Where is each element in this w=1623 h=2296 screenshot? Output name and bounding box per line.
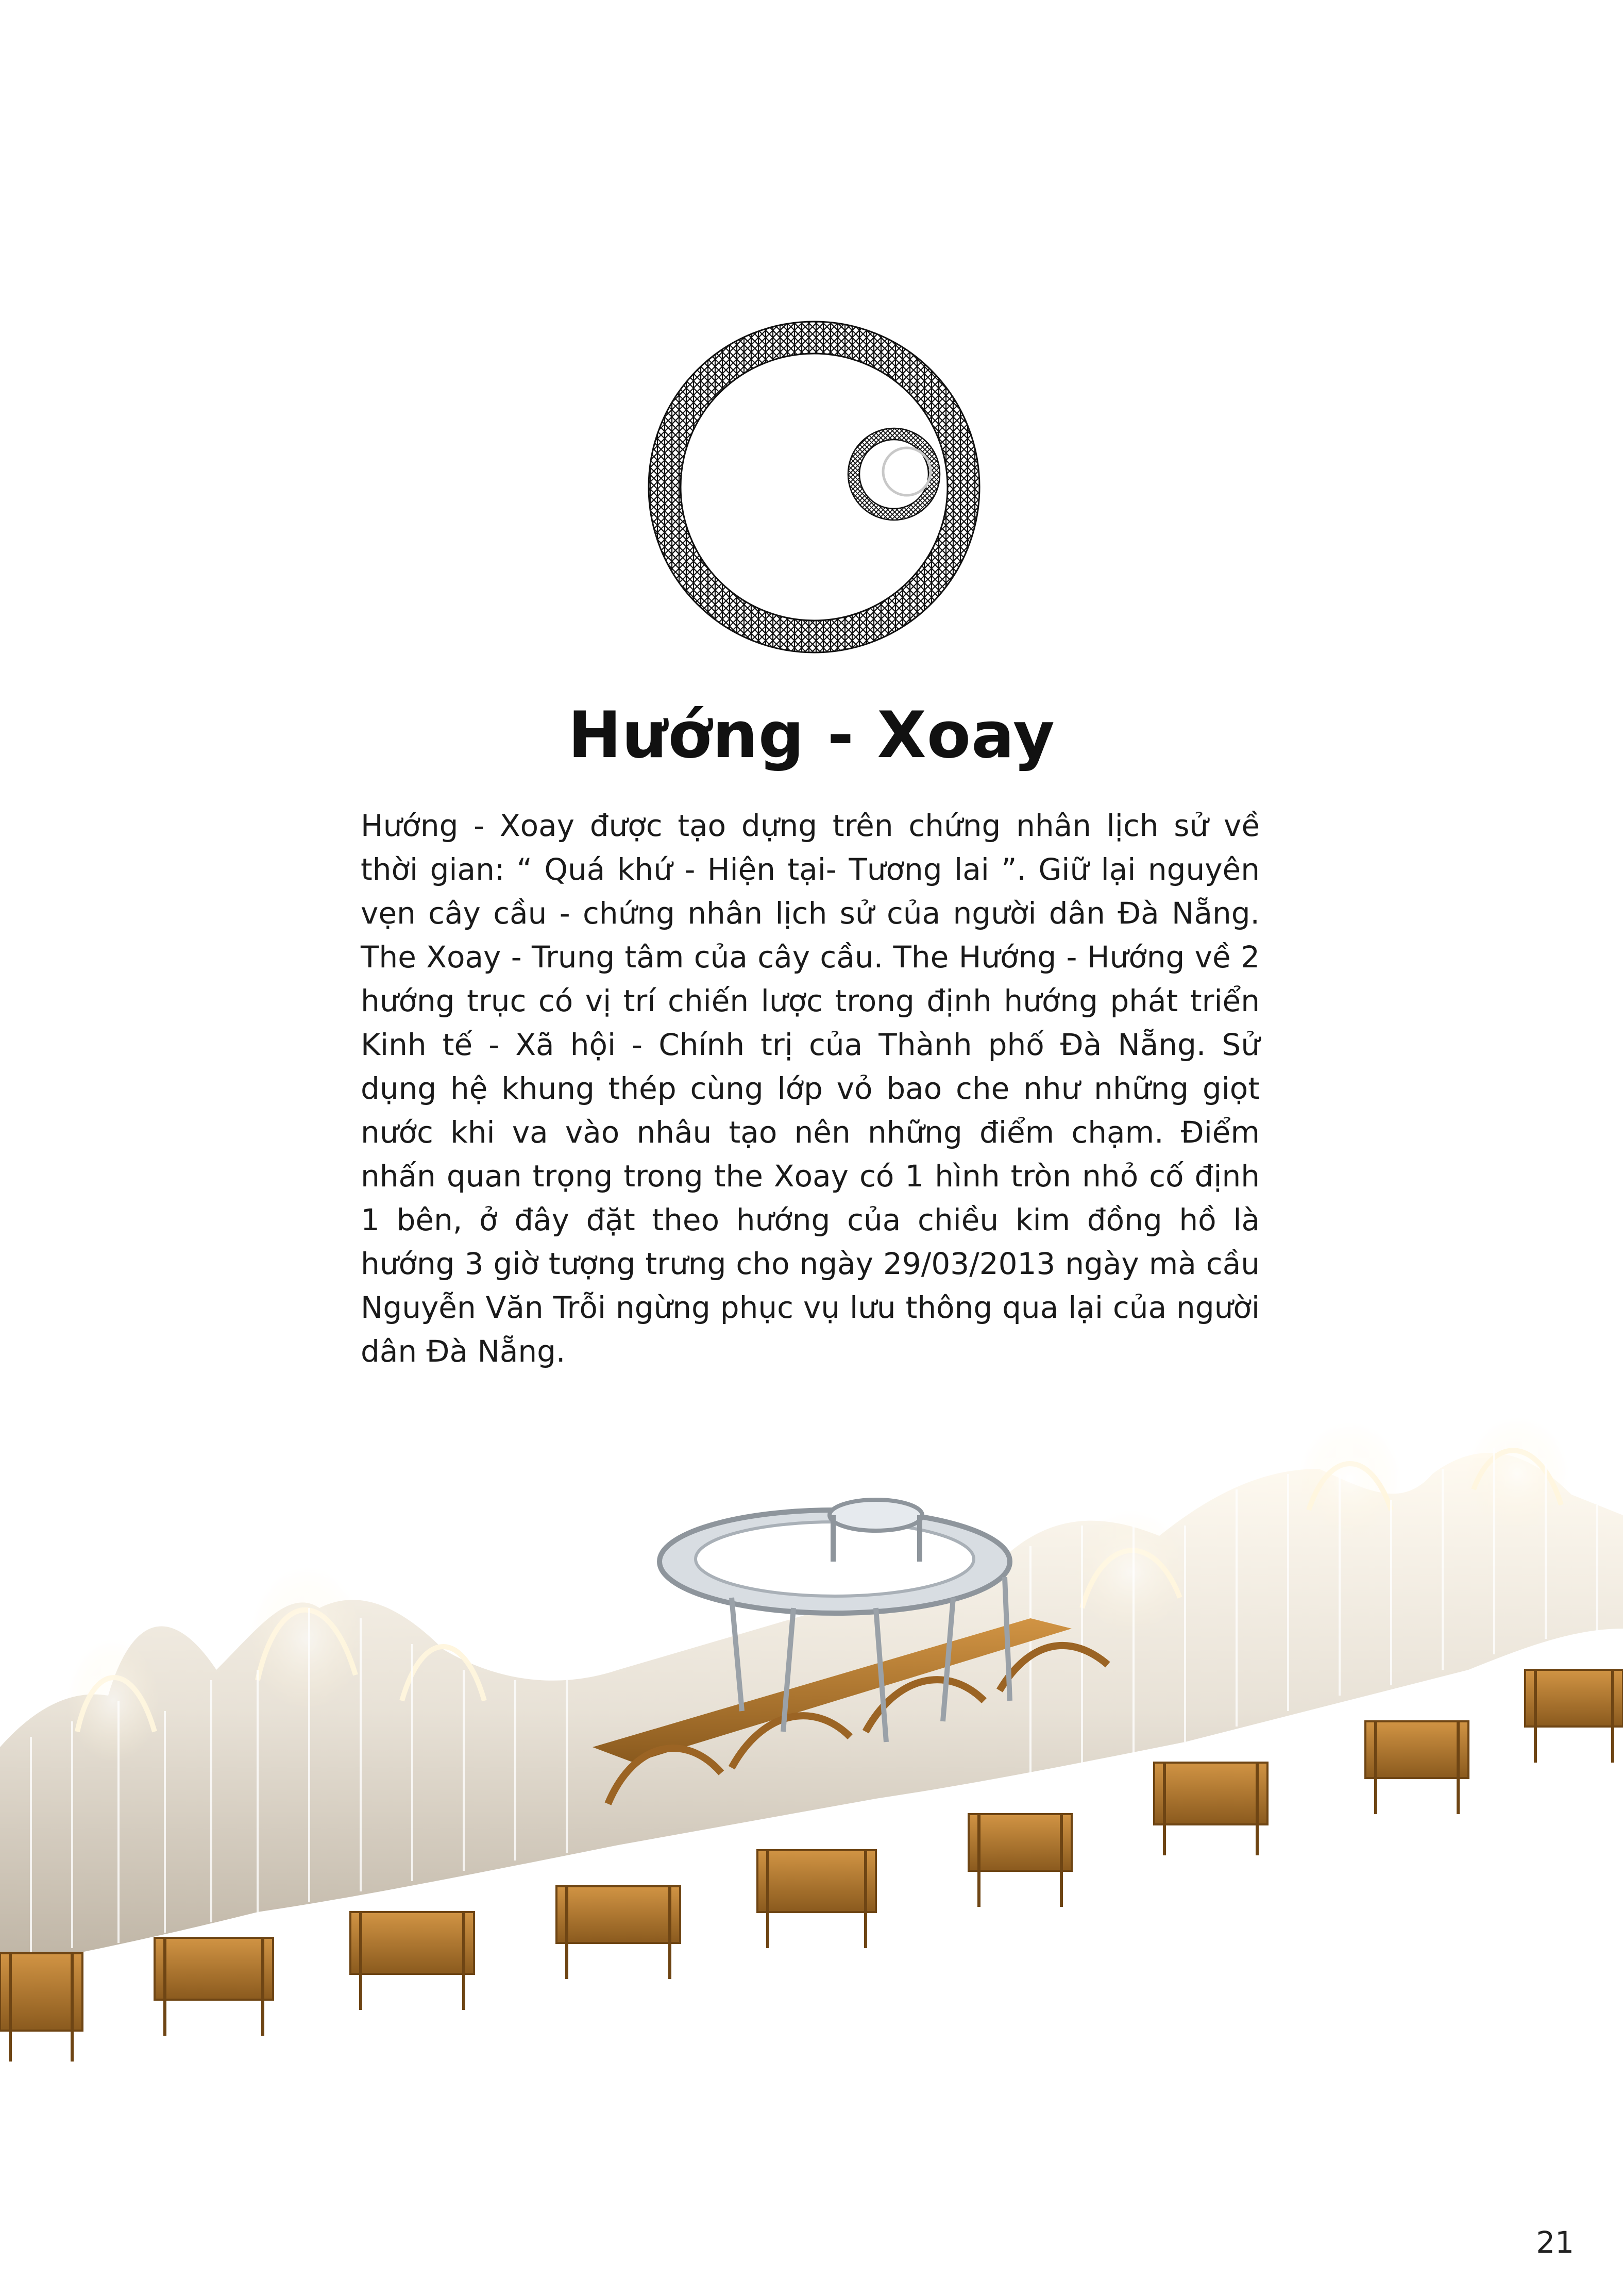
bridge-rendering — [0, 1340, 1623, 2139]
body-paragraph: Hướng - Xoay được tạo dựng trên chứng nhân lịch sử về thời gian: “ Quá khứ - Hiện tại- Tương lai ”. Giữ lại nguyên vẹn cây cầu - chứng nhân lịch sử của người dân Đà Nẵng. The Xoay - Trung tâm của cây cầu. The Hướng - Hướng về 2 hướng trục có vị trí chiến lược trong định hướng phát triển Kinh tế - Xã hội - Chính trị của Thành phố Đà Nẵng. Sử dụng hệ khung thép cùng lớp vỏ bao che như những giọt nước khi va vào nhâu tạo nên những điểm chạm. Điểm nhấn quan trọng trong the Xoay có 1 hình tròn nhỏ cố định 1 bên, ở đây đặt theo hướng của chiều kim đồng hồ là hướng 3 giờ tượng trưng cho ngày 29/03/2013 ngày mà cầu Nguyễn Văn Trỗi ngừng phục vụ lưu thông qua lại của người dân Đà Nẵng. — [361, 808, 1260, 1369]
double-ring-logo-icon — [647, 320, 982, 655]
page-number: 21 — [1536, 2225, 1574, 2260]
page-title: Hướng - Xoay — [568, 698, 1055, 773]
